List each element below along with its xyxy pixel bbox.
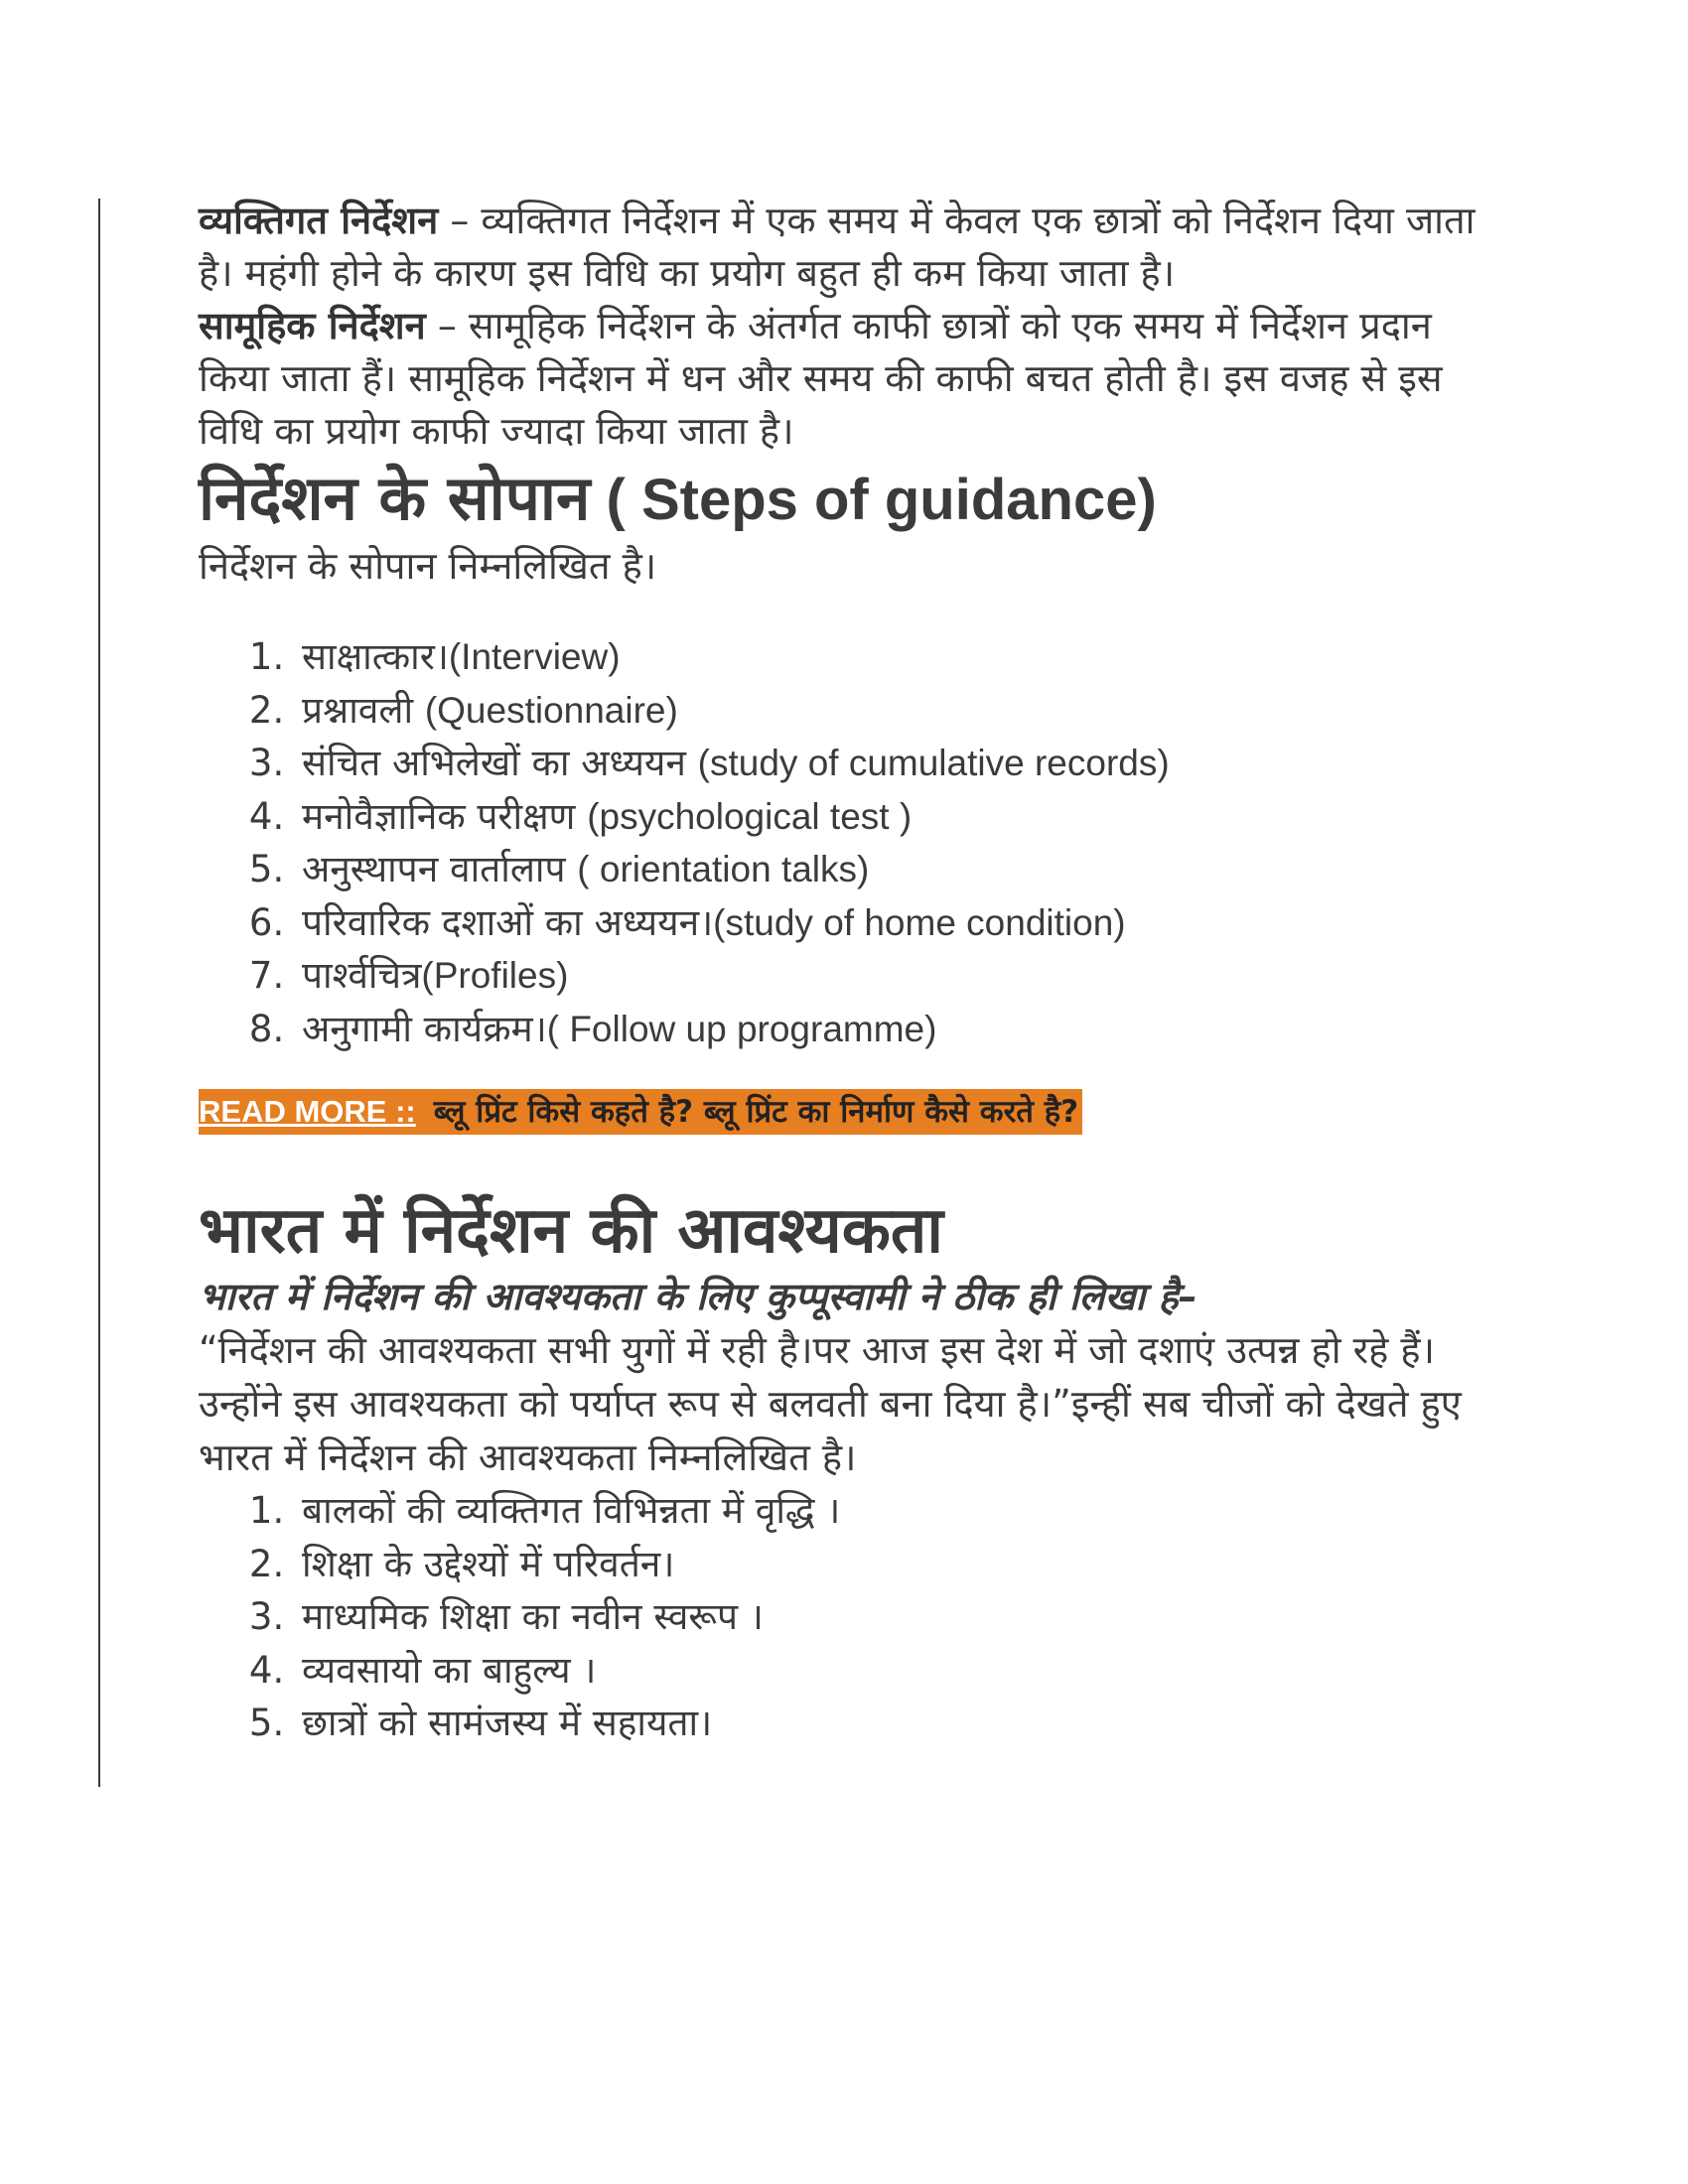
list-item: 2. शिक्षा के उद्देश्यों में परिवर्तन। bbox=[296, 1538, 1509, 1591]
read-more-banner bbox=[199, 1089, 1082, 1135]
step-english: ( orientation talks) bbox=[577, 849, 870, 889]
steps-intro: निर्देशन के सोपान निम्नलिखित है। bbox=[199, 544, 657, 588]
read-more-link[interactable]: ब्लू प्रिंट किसे कहते है? ब्लू प्रिंट का निर्माण कैसे करते है? bbox=[433, 1094, 1079, 1130]
individual-guidance-text: – व्यक्तिगत निर्देशन में एक समय में केवल एक छात्रों को निर्देशन दिया जाता है। महंगी होने के कारण इस विधि का प्रयोग बहुत ही कम किया जाता है। bbox=[199, 199, 1476, 295]
group-guidance-paragraph bbox=[199, 300, 1509, 458]
group-guidance-term: सामूहिक निर्देशन bbox=[199, 304, 426, 347]
list-item: 5. छात्रों को सामंजस्य में सहायता। bbox=[296, 1697, 1509, 1750]
need-subquote: भारत में निर्देशन की आवश्यकता के लिए कुप्पूस्वामी ने ठीक ही लिखा है– bbox=[199, 1275, 1197, 1318]
article-body bbox=[199, 195, 1509, 1750]
list-item: 4. व्यवसायो का बाहुल्य । bbox=[296, 1644, 1509, 1698]
step-english: (Questionnaire) bbox=[424, 689, 678, 731]
steps-heading-hindi: निर्देशन के सोपान bbox=[199, 462, 591, 534]
step-hindi: परिवारिक दशाओं का अध्ययन। bbox=[302, 900, 714, 944]
list-item bbox=[296, 949, 1509, 1003]
steps-heading bbox=[199, 460, 1509, 539]
step-hindi: पार्श्वचित्र bbox=[302, 954, 422, 997]
list-item bbox=[296, 790, 1509, 844]
steps-list bbox=[199, 630, 1509, 1055]
margin-rule bbox=[98, 199, 100, 1787]
step-english: (psychological test ) bbox=[587, 795, 913, 837]
list-item bbox=[296, 630, 1509, 684]
read-more-label[interactable]: READ MORE :: bbox=[199, 1094, 416, 1129]
step-hindi: अनुगामी कार्यक्रम। bbox=[302, 1007, 547, 1050]
list-item bbox=[296, 896, 1509, 950]
needs-list bbox=[199, 1484, 1509, 1750]
steps-heading-english: ( Steps of guidance) bbox=[590, 468, 1157, 532]
list-item bbox=[296, 684, 1509, 738]
list-item: 1. बालकों की व्यक्तिगत विभिन्नता में वृद्धि । bbox=[296, 1484, 1509, 1538]
step-english: (Profiles) bbox=[421, 955, 569, 996]
group-guidance-text: – सामूहिक निर्देशन के अंतर्गत काफी छात्रों को एक समय में निर्देशन प्रदान किया जाता हैं। सामूहिक निर्देशन में धन और समय की काफी बचत होती है। इस वजह से इस विधि का प्रयोग काफी ज्यादा किया जाता है। bbox=[199, 304, 1443, 453]
individual-guidance-term: व्यक्तिगत निर्देशन bbox=[199, 199, 439, 242]
step-english: (Interview) bbox=[448, 636, 621, 677]
individual-guidance-paragraph bbox=[199, 195, 1509, 300]
list-item bbox=[296, 1003, 1509, 1056]
need-heading: भारत में निर्देशन की आवश्यकता bbox=[199, 1194, 943, 1268]
need-quote: “निर्देशन की आवश्यकता सभी युगों में रही है।पर आज इस देश में जो दशाएं उत्पन्न हो रहे हैं।उन्होंने इस आवश्यकता को पर्याप्त रूप से बलवती बना दिया है।”इन्हीं सब चीजों को देखते हुए भारत में निर्देशन की आवश्यकता निम्नलिखित है। bbox=[199, 1328, 1462, 1479]
step-hindi: मनोवैज्ञानिक परीक्षण bbox=[302, 794, 588, 838]
step-hindi: प्रश्नावली bbox=[302, 688, 425, 732]
list-item: 3. माध्यमिक शिक्षा का नवीन स्वरूप । bbox=[296, 1590, 1509, 1644]
list-item bbox=[296, 737, 1509, 790]
step-hindi: अनुस्थापन वार्तालाप bbox=[302, 848, 578, 890]
step-hindi: संचित अभिलेखों का अध्ययन bbox=[302, 742, 698, 784]
step-english: (study of cumulative records) bbox=[697, 743, 1170, 783]
step-english: ( Follow up programme) bbox=[546, 1008, 937, 1049]
step-hindi: साक्षात्कार। bbox=[302, 635, 449, 678]
list-item bbox=[296, 843, 1509, 896]
step-english: (study of home condition) bbox=[713, 901, 1126, 943]
